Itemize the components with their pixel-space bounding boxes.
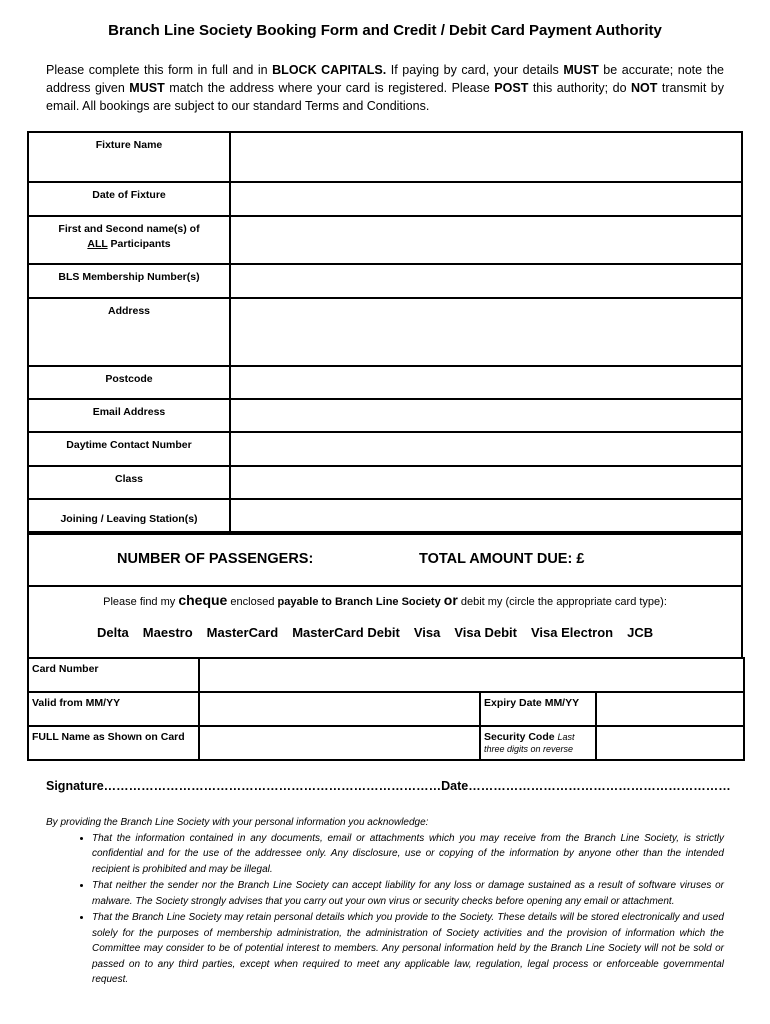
card-type-list bbox=[97, 625, 667, 640]
membership-number-label: BLS Membership Number(s) bbox=[28, 264, 230, 298]
card-number-field[interactable] bbox=[199, 658, 744, 692]
privacy-item: • That the information contained in any documents, email or attachments which you may receive from the Branch Line Society, is strictly confidential and for the use of the addressee only. Any disclosure, use or copying of the information by anyone other than the intended recipient is prohibited and may be illegal. bbox=[92, 831, 724, 878]
expiry-field[interactable] bbox=[596, 692, 744, 726]
date-of-fixture-label: Date of Fixture bbox=[28, 182, 230, 216]
signature-date-line[interactable]: Signature………………………………………………………………………Date……………………………………………………… bbox=[46, 779, 731, 793]
payment-instruction: Please find my cheque enclosed payable to Branch Line Society or debit my (circle the appropriate card type): bbox=[103, 592, 667, 608]
payment-method-row bbox=[28, 586, 742, 658]
intro-text: Please complete this form in full and in BLOCK CAPITALS. If paying by card, your details MUST be accurate; note the address given MUST match the address where your card is registered. Please POST this authority; do NOT transmit by email. All bookings are subject to our standard Terms and Conditions. bbox=[46, 63, 725, 113]
privacy-list bbox=[46, 831, 724, 988]
postcode-label: Postcode bbox=[28, 366, 230, 399]
phone-field[interactable] bbox=[230, 432, 742, 466]
privacy-item: • That neither the sender nor the Branch Line Society can accept liability for any loss or damage sustained as a result of software viruses or malware. The Society strongly advises that you carry out your own virus or security checks before opening any email or attachment. bbox=[92, 878, 724, 909]
valid-from-field[interactable] bbox=[199, 692, 480, 726]
card-type-delta[interactable]: Delta bbox=[97, 625, 129, 640]
card-type-visa-electron[interactable]: Visa Electron bbox=[530, 625, 614, 640]
membership-number-field[interactable] bbox=[230, 264, 742, 298]
privacy-intro: By providing the Branch Line Society with your personal information you acknowledge: bbox=[46, 817, 429, 828]
class-label: Class bbox=[28, 466, 230, 499]
privacy-notice bbox=[46, 815, 724, 989]
payment-table bbox=[27, 531, 743, 659]
total-amount-label: TOTAL AMOUNT DUE: £ bbox=[419, 551, 585, 567]
card-type-visa[interactable]: Visa bbox=[413, 625, 441, 640]
form-title: Branch Line Society Booking Form and Credit / Debit Card Payment Authority bbox=[108, 22, 662, 39]
card-type-mastercard-debit[interactable]: MasterCard Debit bbox=[292, 625, 400, 640]
class-field[interactable] bbox=[230, 466, 742, 499]
postcode-field[interactable] bbox=[230, 366, 742, 399]
fixture-name-label: Fixture Name bbox=[28, 132, 230, 182]
card-type-mastercard[interactable]: MasterCard bbox=[206, 625, 279, 640]
booking-details-table bbox=[27, 131, 743, 535]
privacy-item: • That the Branch Line Society may retain personal details which you provide to the Society. These details will be stored electronically and used solely for the purposes of membership administration, the administration of Society activities and the provision of information which the Committee may consider to be of potential interest to members. Any personal information held by the Branch Line Society will not be sold or passed on to any third parties, except when required to meet any applicable law, regulation, legal process or enforceable governmental request. bbox=[92, 910, 724, 988]
passengers-label: NUMBER OF PASSENGERS: bbox=[117, 551, 314, 567]
card-type-jcb[interactable]: JCB bbox=[627, 625, 654, 640]
totals-row bbox=[28, 532, 742, 586]
address-label: Address bbox=[28, 298, 230, 366]
card-type-visa-debit[interactable]: Visa Debit bbox=[454, 625, 517, 640]
email-field[interactable] bbox=[230, 399, 742, 432]
card-number-label: Card Number bbox=[28, 658, 199, 692]
security-code-field[interactable] bbox=[596, 726, 744, 760]
valid-from-label: Valid from MM/YY bbox=[28, 692, 199, 726]
participants-label: First and Second name(s) of ALL Participants bbox=[28, 216, 230, 264]
stations-label: Joining / Leaving Station(s) bbox=[28, 499, 230, 534]
card-type-maestro[interactable]: Maestro bbox=[142, 625, 193, 640]
card-details-table bbox=[27, 657, 745, 761]
expiry-label: Expiry Date MM/YY bbox=[480, 692, 596, 726]
full-name-field[interactable] bbox=[199, 726, 480, 760]
participants-field[interactable] bbox=[230, 216, 742, 264]
address-field[interactable] bbox=[230, 298, 742, 366]
email-label: Email Address bbox=[28, 399, 230, 432]
full-name-label: FULL Name as Shown on Card bbox=[28, 726, 199, 760]
stations-field[interactable] bbox=[230, 499, 742, 534]
security-code-label: Security Code Last three digits on reverse bbox=[480, 726, 596, 760]
phone-label: Daytime Contact Number bbox=[28, 432, 230, 466]
fixture-name-field[interactable] bbox=[230, 132, 742, 182]
date-of-fixture-field[interactable] bbox=[230, 182, 742, 216]
